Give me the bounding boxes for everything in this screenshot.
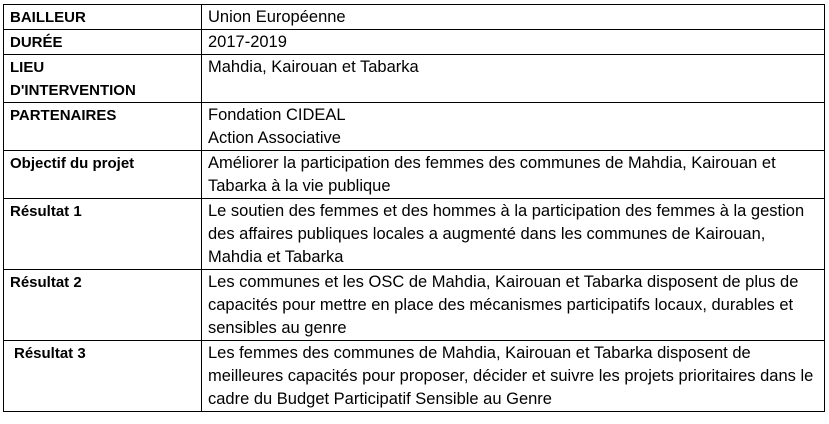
row-value-lieu: Mahdia, Kairouan et Tabarka [202, 55, 825, 103]
row-value-resultat-1: Le soutien des femmes et des hommes à la participation des femmes à la gestion des affaires publiques locales a augmenté dans les communes de Kairouan, Mahdia et Tabarka [202, 199, 825, 270]
row-value-duree: 2017-2019 [202, 30, 825, 55]
table-row [4, 55, 825, 103]
table-row [4, 5, 825, 30]
table-row [4, 103, 825, 151]
partner-1: Fondation CIDEAL [208, 106, 346, 124]
row-value-resultat-2: Les communes et les OSC de Mahdia, Kairouan et Tabarka disposent de plus de capacités pour mettre en place des mécanismes participatifs locaux, durables et sensibles au genre [202, 270, 825, 341]
table-row [4, 199, 825, 270]
row-label-resultat-2: Résultat 2 [4, 270, 202, 341]
row-value-partenaires [202, 103, 825, 151]
row-label-bailleur: BAILLEUR [4, 5, 202, 30]
row-label-lieu-line-2: D'INTERVENTION [10, 82, 136, 99]
row-label-lieu [4, 55, 202, 103]
row-label-resultat-3: Résultat 3 [4, 341, 202, 412]
row-value-objectif: Améliorer la participation des femmes des communes de Mahdia, Kairouan et Tabarka à la vie publique [202, 151, 825, 199]
row-value-bailleur: Union Européenne [202, 5, 825, 30]
table-row [4, 151, 825, 199]
row-label-partenaires: PARTENAIRES [4, 103, 202, 151]
row-label-resultat-1: Résultat 1 [4, 199, 202, 270]
project-info-table [3, 4, 825, 412]
row-value-resultat-3: Les femmes des communes de Mahdia, Kairouan et Tabarka disposent de meilleures capacités pour proposer, décider et suivre les projets prioritaires dans le cadre du Budget Participatif Sensible au Genre [202, 341, 825, 412]
row-label-objectif: Objectif du projet [4, 151, 202, 199]
table-row [4, 341, 825, 412]
row-label-lieu-line-1: LIEU [10, 59, 45, 76]
table-row [4, 30, 825, 55]
table-row [4, 270, 825, 341]
row-label-duree: DURÉE [4, 30, 202, 55]
partner-2: Action Associative [208, 129, 341, 147]
